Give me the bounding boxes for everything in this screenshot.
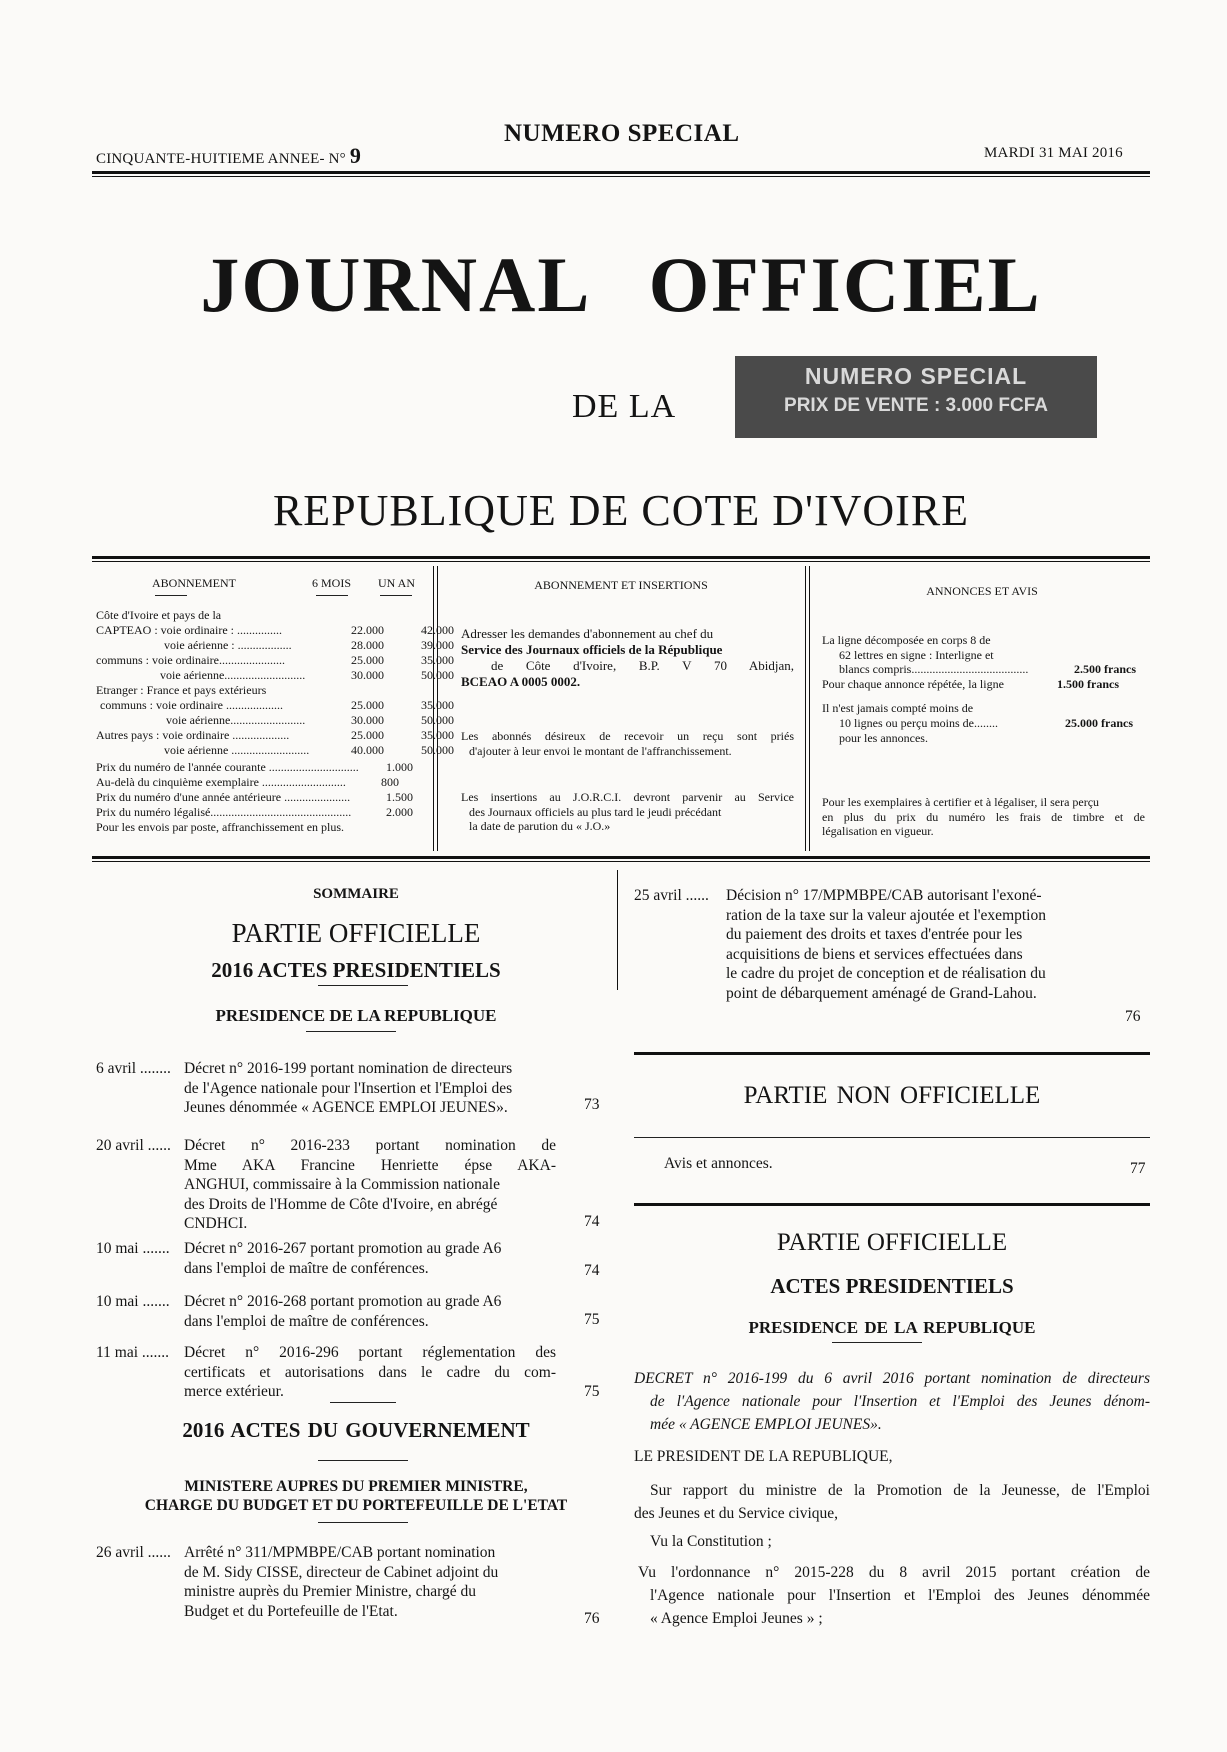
entry-page: 73 [584, 1096, 600, 1113]
entry-line: ANGHUI, commissaire à la Commission nationale [184, 1176, 500, 1193]
insertions-para-2 [461, 729, 794, 758]
row-1y: 35.000 [421, 698, 454, 712]
insertions-para-1 [461, 626, 794, 690]
row-label: CAPTEAO : voie ordinaire : ............... [96, 623, 282, 637]
entry-line: merce extérieur. [184, 1383, 284, 1400]
entry-page: 74 [584, 1213, 600, 1230]
sommaire-entry [96, 1059, 556, 1118]
issue-date: MARDI 31 MAI 2016 [984, 145, 1123, 161]
row-label: communs : voie ordinaire...................... [96, 653, 285, 667]
abonnement-row [96, 668, 454, 683]
vu-line: l'Agence nationale pour l'Insertion et l'Emploi des Jeunes dénommée [650, 1587, 1150, 1604]
price-value: 2.000 [386, 805, 413, 819]
row-6m: 25.000 [351, 728, 384, 742]
entry-line: Décret n° 2016-296 portant réglementation des [184, 1344, 556, 1361]
sommaire-entry [96, 1136, 556, 1234]
header-rule [92, 171, 1150, 174]
price-stamp [735, 356, 1097, 438]
box-bottom-rule-thin [92, 861, 1150, 862]
special-heading: NUMERO SPECIAL [504, 120, 740, 147]
vu-constitution: Vu la Constitution ; [650, 1533, 772, 1550]
abonnement-row [96, 713, 454, 728]
abonnement-head: ABONNEMENT [152, 576, 236, 590]
price-value: 1.000 [386, 760, 413, 774]
sommaire-entry [96, 1239, 556, 1278]
issue-year [96, 143, 361, 169]
sommaire-rule [306, 1031, 396, 1032]
entry-date: 11 mai ....... [96, 1344, 170, 1361]
right-actes: ACTES PRESIDENTIELS [770, 1274, 1014, 1298]
right-rule-thin [634, 1137, 1150, 1138]
entry-line: Décret n° 2016-233 portant nomination de [184, 1137, 556, 1154]
row-1y: 50.000 [421, 668, 454, 682]
entry-page: 76 [584, 1610, 600, 1627]
decret-line: de l'Agence nationale pour l'Insertion et l'Emploi des Jeunes dénom- [650, 1393, 1150, 1410]
abonnement-row [96, 743, 454, 758]
annonces-line: légalisation en vigueur. [822, 824, 934, 839]
row-label: voie aérienne : .................. [164, 638, 292, 652]
abonnement-row [96, 698, 454, 713]
ministere-line: CHARGE DU BUDGET ET DU PORTEFEUILLE DE L'ETAT [144, 1497, 568, 1514]
entry-line: de M. Sidy CISSE, directeur de Cabinet adjoint du [184, 1563, 499, 1581]
header-rule-thin [92, 176, 1150, 177]
box-divider-2a [805, 566, 806, 851]
insertions-line: Les insertions au J.O.R.C.I. devront parvenir au Service [461, 790, 794, 804]
price-value: 800 [381, 775, 399, 789]
year-label: CINQUANTE-HUITIEME ANNEE- N° [96, 151, 346, 167]
journal-title: JOURNAL OFFICIEL [200, 241, 1042, 328]
entry-line: Décision n° 17/MPMBPE/CAB autorisant l'exoné- [726, 887, 1042, 904]
annonces-line: Il n'est jamais compté moins de [822, 701, 974, 716]
entry-date: 10 mai ....... [96, 1240, 170, 1257]
row-1y: 42.000 [421, 623, 454, 637]
entry-line: Jeunes dénommée « AGENCE EMPLOI JEUNES». [184, 1099, 508, 1116]
entry-date: 20 avril ...... [96, 1137, 171, 1154]
abonnement-row [96, 653, 454, 668]
annonces-line: 10 lignes ou perçu moins de........ [839, 715, 998, 730]
stamp-line-2: PRIX DE VENTE : 3.000 FCFA [784, 395, 1048, 417]
box-top-rule-thin [92, 561, 1150, 562]
entry-page: 74 [584, 1262, 600, 1279]
abonnement-tick-3 [380, 595, 412, 596]
insertions-para-3 [461, 790, 794, 834]
row-label: voie aérienne......................... [166, 713, 306, 727]
issue-number: 9 [349, 143, 362, 168]
abonnement-intro: Côte d'Ivoire et pays de la [96, 608, 222, 622]
entry-line: le cadre du projet de conception et de réalisation du [726, 965, 1046, 982]
box-bottom-rule [92, 856, 1150, 859]
right-entry [634, 886, 1104, 1003]
row-6m: 25.000 [351, 653, 384, 667]
price-row [96, 760, 413, 775]
entry-page: 76 [1125, 1008, 1141, 1025]
row-1y: 35.000 [421, 728, 454, 742]
sommaire-rule [318, 985, 408, 986]
entry-line: des Droits de l'Homme de Côte d'Ivoire, en abrégé [184, 1195, 498, 1213]
abonnement-tick-2 [316, 595, 348, 596]
row-1y: 35.000 [421, 653, 454, 667]
entry-line: ration de la taxe sur la valeur ajoutée et l'exemption [726, 906, 1046, 924]
decret-title [634, 1367, 1150, 1436]
annonces-line: Pour chaque annonce répétée, la ligne [822, 676, 1004, 691]
gouv-entry [96, 1543, 556, 1621]
abonnement-6mois: 6 MOIS [312, 576, 352, 590]
gouv-rule [318, 1460, 408, 1461]
sommaire-partie: PARTIE OFFICIELLE [231, 918, 481, 948]
vu-line: Vu l'ordonnance n° 2015-228 du 8 avril 2015 portant création de [638, 1564, 1150, 1581]
annonces-line: pour les annonces. [839, 730, 928, 745]
body-column-divider [617, 870, 618, 990]
insertions-line: des Journaux officiels au plus tard le jeudi précédant [469, 804, 722, 819]
box-top-rule [92, 556, 1150, 559]
abonnement-tick-1 [155, 595, 187, 596]
ministere-line: MINISTERE AUPRES DU PREMIER MINISTRE, [184, 1478, 528, 1495]
entry-date: 26 avril ...... [96, 1544, 171, 1561]
entry-date: 6 avril ........ [96, 1060, 171, 1077]
right-rule [634, 1052, 1150, 1055]
right-partie: PARTIE OFFICIELLE [776, 1229, 1008, 1256]
annonces-line: La ligne décomposée en corps 8 de [822, 633, 991, 647]
annonces-rate: 1.500 francs [1057, 676, 1119, 691]
row-6m: 25.000 [351, 698, 384, 712]
price-row [96, 790, 413, 805]
rapport-line: Sur rapport du ministre de la Promotion de la Jeunesse, de l'Emploi [650, 1482, 1150, 1499]
entry-page: 75 [584, 1383, 600, 1400]
row-label: Autres pays : voie ordinaire ................... [96, 728, 290, 742]
annonces-line: 62 lettres en signe : Interligne et [839, 647, 994, 662]
abonnement-row [96, 683, 421, 698]
entry-page: 75 [584, 1311, 600, 1328]
entry-line: de l'Agence nationale pour l'Insertion et l'Emploi des [184, 1079, 513, 1097]
entry-line: ministre auprès du Premier Ministre, chargé du [184, 1583, 476, 1600]
insertions-line: Adresser les demandes d'abonnement au chef du [461, 626, 714, 641]
right-rule [634, 1203, 1150, 1206]
entry-line: dans l'emploi de maître de conférences. [184, 1312, 429, 1330]
entry-line: dans l'emploi de maître de conférences. [184, 1259, 429, 1277]
price-row [96, 775, 399, 790]
entry-date: 25 avril ...... [634, 887, 709, 904]
price-value: 1.500 [386, 790, 413, 804]
gouv-title: 2016 ACTES DU GOUVERNEMENT [182, 1418, 530, 1442]
insertions-line: la date de parution du « J.O.» [469, 819, 611, 834]
price-row [96, 805, 413, 820]
entry-line: du paiement des droits et taxes d'entrée pour les [726, 926, 1023, 943]
president-line: LE PRESIDENT DE LA REPUBLIQUE, [634, 1448, 893, 1465]
insertions-head: ABONNEMENT ET INSERTIONS [534, 578, 708, 592]
entry-line: Budget et du Portefeuille de l'Etat. [184, 1602, 398, 1620]
row-1y: 50.000 [421, 713, 454, 727]
entry-date: 10 mai ....... [96, 1293, 170, 1310]
avis-annonces: Avis et annonces. [664, 1155, 773, 1172]
row-1y: 50.000 [421, 743, 454, 757]
entry-line: CNDHCI. [184, 1215, 248, 1232]
abonnement-footer: Pour les envois par poste, affranchissement en plus. [96, 820, 345, 834]
ministere-heading [96, 1477, 616, 1515]
annonces-para [822, 795, 1145, 839]
decret-line: mée « AGENCE EMPLOI JEUNES». [650, 1416, 882, 1433]
stamp-line-1: NUMERO SPECIAL [804, 363, 1028, 389]
price-label: Au-delà du cinquième exemplaire ............................ [96, 775, 346, 789]
row-label: communs : voie ordinaire ................... [100, 698, 283, 712]
insertions-line: Les abonnés désireux de recevoir un reçu sont priés [461, 729, 794, 743]
vu-ordonnance [634, 1561, 1150, 1630]
vu-line: « Agence Emploi Jeunes » ; [650, 1610, 823, 1627]
abonnement-row [96, 623, 454, 638]
de-la: DE LA [572, 388, 677, 425]
sommaire-rule [330, 1402, 396, 1403]
entry-line: Arrêté n° 311/MPMBPE/CAB portant nomination [184, 1544, 496, 1561]
row-1y: 39.000 [421, 638, 454, 652]
row-label: voie aérienne........................... [160, 668, 306, 682]
annonces-rate: 25.000 francs [1065, 715, 1133, 730]
annonces-line: Pour les exemplaires à certifier et à légaliser, il sera perçu [822, 795, 1100, 809]
abonnement-row [96, 638, 454, 653]
insertions-line: BCEAO A 0005 0002. [461, 674, 581, 689]
annonces-rates [822, 633, 1150, 745]
row-6m: 30.000 [351, 668, 384, 682]
sommaire-title: SOMMAIRE [313, 886, 399, 902]
row-6m: 30.000 [351, 713, 384, 727]
row-label: voie aérienne .......................... [164, 743, 310, 757]
sommaire-presidence: PRESIDENCE DE LA REPUBLIQUE [215, 1006, 497, 1025]
rapport-line: des Jeunes et du Service civique, [634, 1505, 839, 1522]
row-6m [351, 683, 421, 698]
annonces-line: en plus du prix du numéro les frais de timbre et de [822, 809, 1145, 824]
sommaire-entry [96, 1292, 556, 1331]
row-6m: 28.000 [351, 638, 384, 652]
right-rule-short [832, 1342, 922, 1343]
abonnement-row [96, 728, 454, 743]
annonces-head: ANNONCES ET AVIS [926, 584, 1038, 598]
entry-line: Décret n° 2016-199 portant nomination de directeurs [184, 1060, 513, 1077]
gouv-rule [318, 1522, 408, 1523]
sommaire-entry [96, 1343, 556, 1402]
entry-line: point de débarquement aménagé de Grand-Lahou. [726, 984, 1037, 1002]
sommaire-actes: 2016 ACTES PRESIDENTIELS [211, 958, 501, 982]
country-title: REPUBLIQUE DE COTE D'IVOIRE [272, 486, 970, 535]
entry-line: Mme AKA Francine Henriette épse AKA- [184, 1156, 556, 1174]
decret-line: DECRET n° 2016-199 du 6 avril 2016 portant nomination de directeurs [634, 1370, 1150, 1387]
price-label: Prix du numéro d'une année antérieure ...................... [96, 790, 351, 804]
row-6m: 40.000 [351, 743, 384, 757]
price-label: Prix du numéro légalisé............................................... [96, 805, 352, 819]
annonces-rate: 2.500 francs [1074, 662, 1136, 677]
row-label: Etranger : France et pays extérieurs [96, 683, 267, 697]
entry-line: certificats et autorisations dans le cadre du com- [184, 1363, 556, 1381]
price-label: Prix du numéro de l'année courante .............................. [96, 760, 359, 774]
rapport-para [634, 1479, 1150, 1525]
annonces-line: blancs compris....................................... [839, 662, 1029, 677]
insertions-line: d'ajouter à leur envoi le montant de l'affranchissement. [469, 743, 732, 758]
box-divider-2b [809, 566, 810, 851]
avis-page: 77 [1130, 1160, 1146, 1177]
entry-line: Décret n° 2016-268 portant promotion au grade A6 [184, 1293, 502, 1310]
right-presidence: PRESIDENCE DE LA REPUBLIQUE [748, 1318, 1036, 1337]
insertions-line: de Côte d'Ivoire, B.P. V 70 Abidjan, [491, 658, 794, 673]
partie-non-officielle: PARTIE NON OFFICIELLE [743, 1082, 1041, 1109]
entry-line: acquisitions de biens et services effectuées dans [726, 945, 1023, 963]
abonnement-unan: UN AN [378, 576, 416, 590]
insertions-line: Service des Journaux officiels de la République [461, 642, 723, 657]
entry-line: Décret n° 2016-267 portant promotion au grade A6 [184, 1240, 502, 1257]
row-6m: 22.000 [351, 623, 384, 637]
